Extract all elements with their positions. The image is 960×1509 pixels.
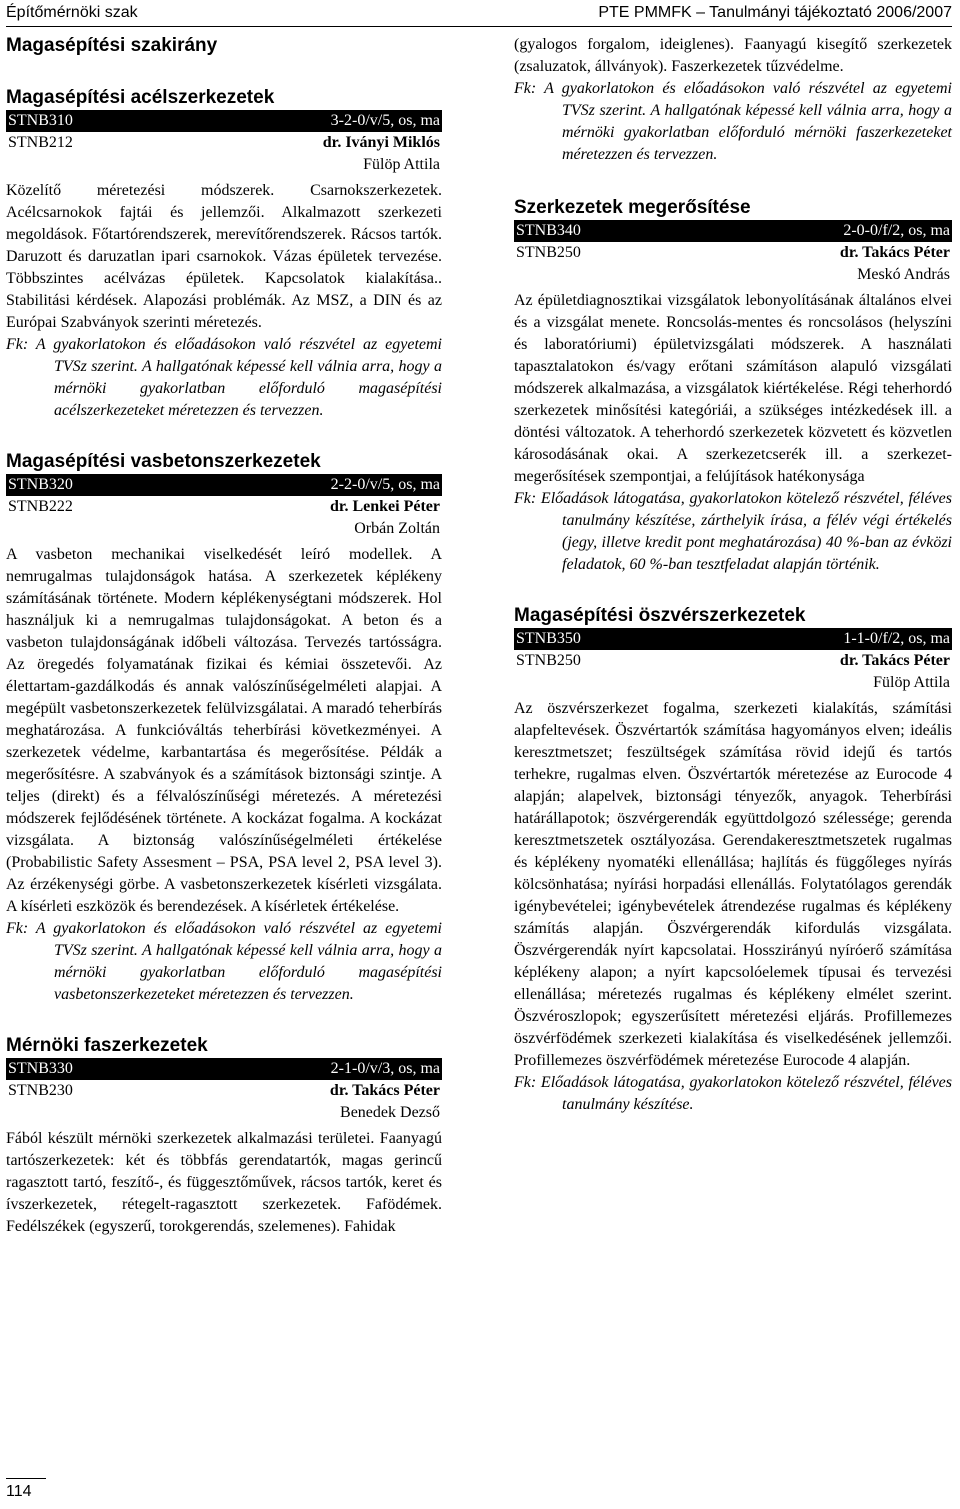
prereq-code: STNB230 bbox=[8, 1082, 73, 1099]
course-title: Szerkezetek megerősítése bbox=[514, 197, 751, 218]
course-code-row bbox=[514, 628, 952, 650]
prereq-row bbox=[514, 242, 952, 264]
co-lecturer-name: Meskó András bbox=[857, 266, 950, 283]
course-code: STNB320 bbox=[8, 476, 73, 493]
lecturer-name: dr. Lenkei Péter bbox=[329, 498, 440, 515]
prereq-row bbox=[6, 1080, 442, 1102]
course-title: Magasépítési vasbetonszerkezetek bbox=[6, 451, 321, 472]
lecturer-name: dr. Takács Péter bbox=[839, 652, 950, 669]
course-requirements: Fk: Előadások látogatása, gyakorlatokon kötelező részvétel, féléves tanulmány készítése. bbox=[514, 1074, 952, 1113]
lecturer-name: dr. Iványi Miklós bbox=[322, 134, 440, 151]
course-description: A vasbeton mechanikai viselkedését leíró modellek. A nemrugalmas tulajdonságok hatása. A szerkezetek képlékeny számításának története. Modern képlékenységtani módszerek. Hol használjuk ki a nemrugalmas tulajdonságokat. A beton és a vasbeton tulajdonságának időbeli változása. Tervezés tartósságra. Az öregedés folyamatának fizikai és kémiai összetevői. Az élettartam-gazdálkodás és annak valószínűségelméleti alapjai. A megépült vasbetonszerkezetek felülvizsgálatai. A maradó teherbírás meghatározása. A funkcióváltás teherbírási következményei. A szerkezetek védelme, karbantartása és megerősítése. Példák a megerősítésre. A szabványok és a számítások biztonsági szintje. A teljes (direkt) és a félvalószínűségi méretezés. A méretezési módszerek fejlődésének története. A kockázat fogalma. A kockázat vizsgálata. A biztonság valószínűségelméleti értékelése (Probabilistic Safety Assesment – PSA, PSA level 2, PSA level 3). Az érzékenységi görbe. A vasbetonszerkezetek kísérleti vizsgálata. A kísérleti eszközök és berendezések. A kísérletek értékelése. bbox=[6, 546, 442, 915]
co-lecturer-name: Benedek Dezső bbox=[340, 1104, 440, 1121]
course-meta: 3-2-0/v/5, os, ma bbox=[330, 112, 440, 129]
lecturer-name: dr. Takács Péter bbox=[839, 244, 950, 261]
right-column bbox=[514, 34, 952, 1116]
co-lecturer-name: Orbán Zoltán bbox=[354, 520, 440, 537]
course-code: STNB340 bbox=[516, 222, 581, 239]
course-code-row bbox=[6, 474, 442, 496]
course-description: Az épületdiagnosztikai vizsgálatok lebonyolításának általános elvei és a vizsgálat menete. Roncsolás-mentes és roncsolásos (helyszíni és laboratóriumi) épületvizsgálati módszerek. A használati tapasztalatokon és/vagy erőtani számításon alapuló vizsgálati módszerek alkalmazása, a vizsgálatok kiértékelése. Régi teherhordó szerkezetek minősítési kategóriái, a szükséges intézkedések ill. a döntési változatok. A teherhordó szerkezetek közvetett és közvetlen károsodásának okai. A szerkezetcserék ill. a szerkezet-megerősítések szempontjai, a felújítások hatékonysága bbox=[514, 292, 952, 485]
course-block bbox=[6, 1034, 442, 1238]
prereq-code: STNB212 bbox=[8, 134, 73, 151]
prereq-code: STNB250 bbox=[516, 244, 581, 261]
course-requirements: Fk: A gyakorlatokon és előadásokon való részvétel az egyetemi TVSz szerint. A hallgatónak képessé kell válnia arra, hogy a mérnöki gyakorlatban előforduló magasépítési vasbetonszerkezeteket méretezzen és tervezzen. bbox=[6, 920, 442, 1003]
course-block bbox=[514, 604, 952, 1116]
course-meta: 2-0-0/f/2, os, ma bbox=[843, 222, 950, 239]
left-column bbox=[6, 34, 442, 1238]
course-block bbox=[6, 450, 442, 1006]
co-lecturer-name: Fülöp Attila bbox=[363, 156, 440, 173]
course-code: STNB350 bbox=[516, 630, 581, 647]
lecturer-name: dr. Takács Péter bbox=[329, 1082, 440, 1099]
section-title: Magasépítési szakirány bbox=[6, 35, 218, 56]
course-block bbox=[6, 86, 442, 422]
running-head-left: Építőmérnöki szak bbox=[6, 4, 138, 21]
continuation-requirements: Fk: A gyakorlatokon és előadásokon való részvétel az egyetemi TVSz szerint. A hallgatónak képessé kell válnia arra, hogy a mérnöki gyakorlatban előforduló mérnöki faszerkezeteket méretezzen és tervezzen. bbox=[514, 80, 952, 163]
course-requirements: Fk: A gyakorlatokon és előadásokon való részvétel az egyetemi TVSz szerint. A hallgatónak képessé kell válnia arra, hogy a mérnöki gyakorlatban előforduló magasépítési acélszerkezeteket méretezzen és tervezzen. bbox=[6, 336, 442, 419]
course-code: STNB310 bbox=[8, 112, 73, 129]
prereq-row bbox=[6, 132, 442, 154]
prereq-row bbox=[6, 496, 442, 518]
running-head-right: PTE PMMFK – Tanulmányi tájékoztató 2006/2007 bbox=[598, 4, 952, 21]
course-requirements: Fk: Előadások látogatása, gyakorlatokon kötelező részvétel, féléves tanulmány készítése, zárthelyik írása, a félév végi értékelés (jegy, illetve kredit pont meghatározása) 40 %-ban az évközi feladatok, 60 %-ban tesztfeladat alapján történik. bbox=[514, 490, 952, 573]
prereq-code: STNB222 bbox=[8, 498, 73, 515]
course-title: Magasépítési öszvérszerkezetek bbox=[514, 605, 806, 626]
prereq-code: STNB250 bbox=[516, 652, 581, 669]
course-description: Az öszvérszerkezet fogalma, szerkezeti kialakítás, számítási alapfeltevések. Öszvértartók számítása hagyományos elven; ideális keresztmetszet; feszültségek számítása rövid idejű és tartós terhekre, rugalmas elven. Öszvértartók méretezése az Eurocode 4 alapján; alapelvek, biztonsági tényezők, anyagok. Teherbírási határállapotok; öszvérgerendák együttdolgozó szélessége; gerenda keresztmetszetek osztályozása. Gerendakeresztmetszetek rugalmas és képlékeny nyomatéki ellenállása; hajlítás és függőleges nyírás kölcsönhatása; nyírási horpadási ellenállás. Folytatólagos gerendák igénybevételei; igénybevételek átrendezése rugalmas és képlékeny számítás alapján. Öszvérgerendák kifordulás vizsgálata. Öszvérgerendák nyírt kapcsolatai. Hosszirányú nyíróerő számítása képlékeny alapon; a nyírt kapcsolóelemek típusai és tervezési ellenállása; méretezés rugalmas és képlékeny elmélet szerint. Öszvéroszlopok; egyszerűsített méretezési eljárás. Profillemezes öszvérfödémek szerkezeti kialakítása és viselkedésének jellemzői. Profillemezes öszvérfödémek méretezése Eurocode 4 alapján. bbox=[514, 700, 952, 1069]
course-meta: 2-1-0/v/3, os, ma bbox=[330, 1060, 440, 1077]
course-code-row bbox=[6, 110, 442, 132]
course-title: Mérnöki faszerkezetek bbox=[6, 1035, 208, 1056]
co-lecturer-name: Fülöp Attila bbox=[873, 674, 950, 691]
course-title: Magasépítési acélszerkezetek bbox=[6, 87, 275, 108]
course-description: Fából készült mérnöki szerkezetek alkalmazási területei. Faanyagú tartószerkezetek: két és többfás gerendatartók, magas gerincű ragasztott tartó, feszítő-, és függesztőművek, rácsos tartók, keret és ívszerkezetek, rétegelt-ragasztott szerkezetek. Fafödémek. Fedélszékek (egyszerű, torokgerendás, szelemenes). Fahidak bbox=[6, 1130, 442, 1235]
page-number: 114 bbox=[6, 1478, 46, 1501]
prereq-row bbox=[514, 650, 952, 672]
course-code-row bbox=[514, 220, 952, 242]
running-head bbox=[6, 0, 952, 27]
course-meta: 1-1-0/f/2, os, ma bbox=[843, 630, 950, 647]
course-meta: 2-2-0/v/5, os, ma bbox=[330, 476, 440, 493]
course-description: Közelítő méretezési módszerek. Csarnokszerkezetek. Acélcsarnokok fajtái és jellemzői. Alkalmazott szerkezeti megoldások. Főtartórendszerek, merevítőrendszerek. Rácsos tartók. Daruzott és daruzatlan ipari csarnokok. Vázas épületek tervezése. Többszintes acélvázas épületek. Kapcsolatok kialakítása.. Stabilitási kérdések. Alapozási problémák. Az MSZ, a DIN és az Európai Szabványok szerinti méretezés. bbox=[6, 182, 442, 331]
course-block bbox=[514, 196, 952, 576]
course-code: STNB330 bbox=[8, 1060, 73, 1077]
course-code-row bbox=[6, 1058, 442, 1080]
continuation-description: (gyalogos forgalom, ideiglenes). Faanyagú kisegítő szerkezetek (zsaluzatok, állványok). Faszerkezetek tűzvédelme. bbox=[514, 36, 952, 75]
